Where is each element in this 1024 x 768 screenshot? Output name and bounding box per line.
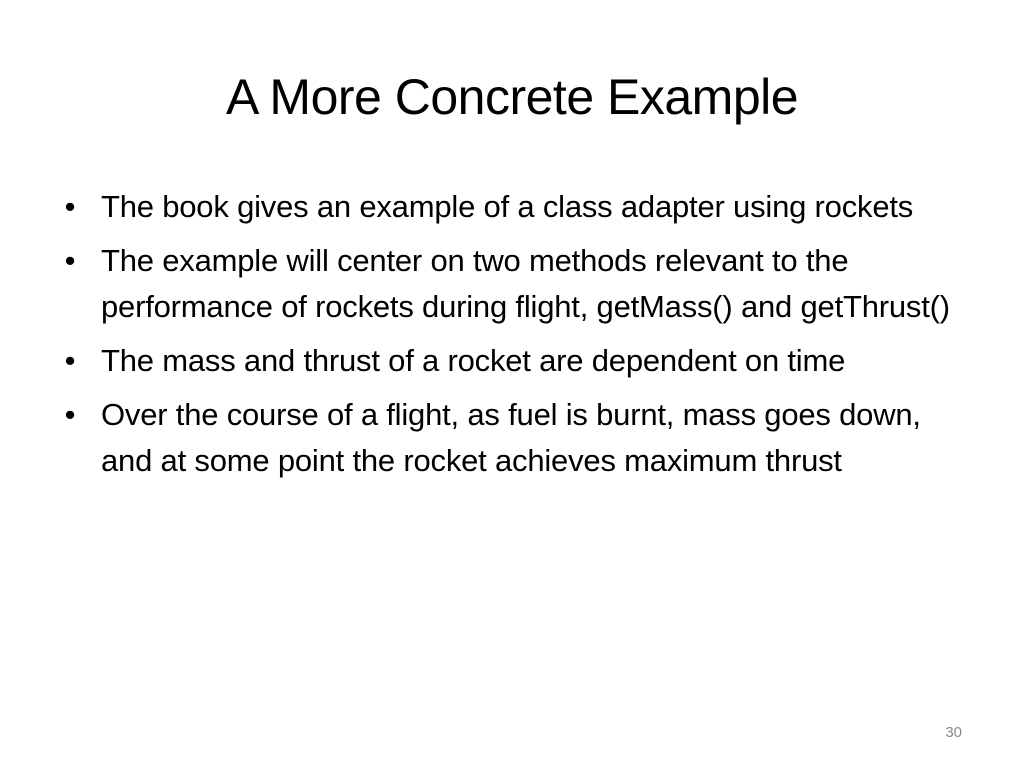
bullet-text: The book gives an example of a class adapter using rockets — [101, 189, 914, 224]
bullet-icon: • — [64, 397, 76, 432]
bullet-text: The example will center on two methods relevant to the performance of rockets during flight, getMass() and getThrust() — [101, 243, 950, 324]
bullet-item — [60, 238, 980, 330]
bullet-list — [60, 184, 980, 492]
bullet-icon: • — [64, 243, 76, 278]
bullet-icon: • — [64, 343, 76, 378]
page-number: 30 — [945, 724, 962, 741]
bullet-icon: • — [64, 189, 76, 224]
bullet-item — [60, 338, 980, 384]
bullet-item — [60, 392, 980, 484]
bullet-text: The mass and thrust of a rocket are dependent on time — [101, 343, 846, 378]
bullet-item — [60, 184, 980, 230]
bullet-text: Over the course of a flight, as fuel is burnt, mass goes down, and at some point the rocket achieves maximum thrust — [101, 397, 921, 478]
slide-title: A More Concrete Example — [225, 69, 799, 125]
